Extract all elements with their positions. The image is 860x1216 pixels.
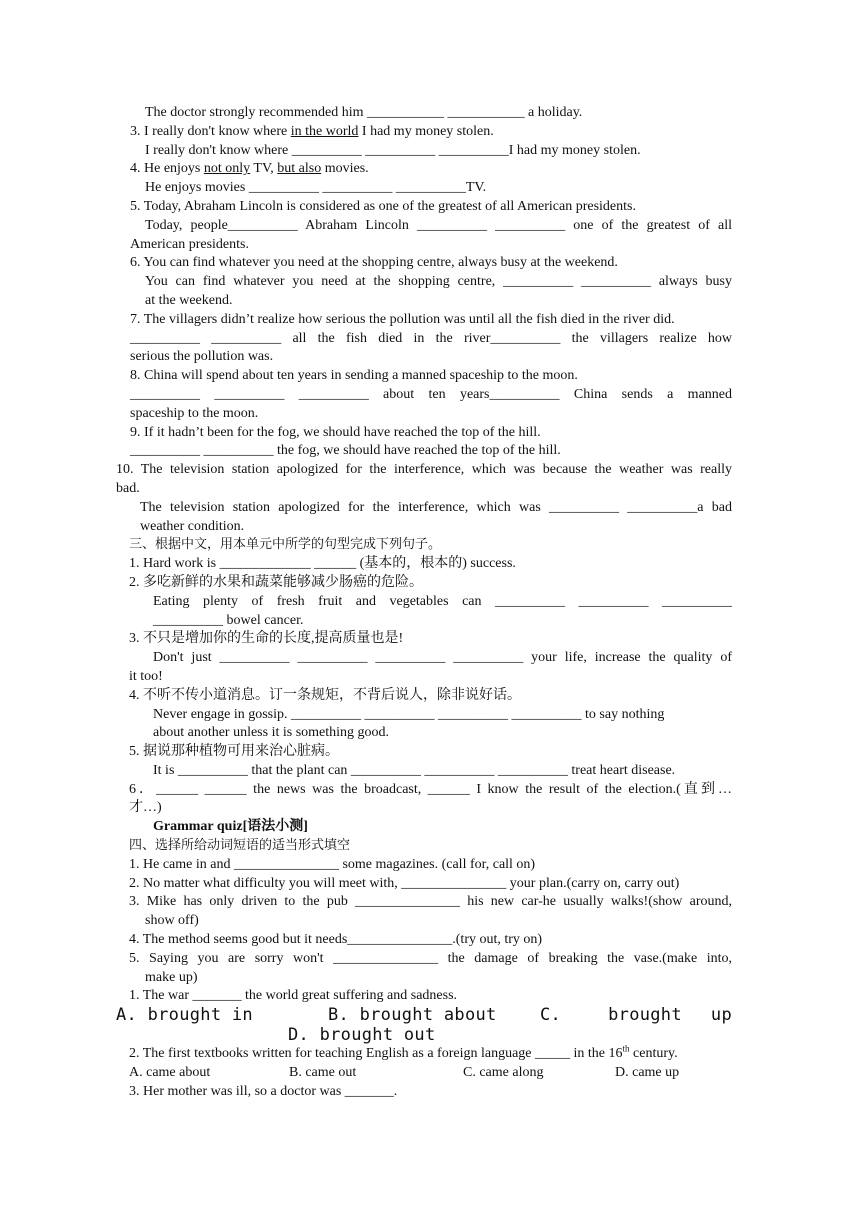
text-line: weather condition. <box>140 518 245 534</box>
q2-stem <box>116 1045 732 1064</box>
text-line: spaceship to the moon. <box>130 405 259 421</box>
underlined-phrase: in the world <box>290 123 359 139</box>
exercise-lines <box>116 104 732 818</box>
underlined-phrase: but also <box>277 161 322 177</box>
q1-option-c-word2: up <box>710 1005 732 1026</box>
q3-stem: 3. Her mother was ill, so a doctor was _______. <box>129 1083 398 1099</box>
q1-option-a: A. brought in <box>116 1005 253 1026</box>
q2-option-c: C. came along <box>463 1065 544 1081</box>
line-text: TV, <box>250 161 278 177</box>
text-line: 3. Mike has only driven to the pub _______________ his new car-he usually walks!(show around, <box>129 894 732 910</box>
line-text: 4. He enjoys <box>130 161 204 177</box>
text-line: 4. The method seems good but it needs_______________.(try out, try on) <box>129 932 543 948</box>
text-line: serious the pollution was. <box>130 349 274 365</box>
text-line <box>116 123 732 142</box>
q2-superscript: th <box>622 1043 630 1054</box>
text-line: Eating plenty of fresh fruit and vegetables can __________ __________ __________ <box>153 593 732 609</box>
text-line: 才…) <box>129 800 162 816</box>
line-text: 3. I really don't know where <box>130 123 291 139</box>
text-line: make up) <box>145 969 198 985</box>
text-line: 5. Saying you are sorry won't _______________ the damage of breaking the vase.(make into, <box>129 950 732 966</box>
text-line: it too! <box>129 668 163 684</box>
text-line: 4. 不听不传小道消息。订一条规矩，不背后说人，除非说好话。 <box>129 687 521 703</box>
text-line: 6. You can find whatever you need at the shopping centre, always busy at the weekend. <box>130 255 618 271</box>
text-line: You can find whatever you need at the shopping centre, __________ __________ always busy <box>145 274 732 290</box>
text-line: 三、根据中文，用本单元中所学的句型完成下列句子。 <box>129 537 442 553</box>
text-line: It is __________ that the plant can __________ __________ __________ treat heart disease. <box>153 762 676 778</box>
underlined-phrase: not only <box>203 161 251 177</box>
text-line: Don't just __________ __________ __________ __________ your life, increase the quality of <box>153 650 732 666</box>
text-line: 8. China will spend about ten years in sending a manned spaceship to the moon. <box>130 368 578 384</box>
q1-option-b: B. brought about <box>328 1005 497 1026</box>
q2-text: 2. The first textbooks written for teaching English as a foreign language _____ in the 16 <box>129 1046 623 1062</box>
text-line: 1. The war _______ the world great suffering and sadness. <box>129 988 458 1004</box>
text-line: at the weekend. <box>145 292 233 308</box>
text-line: 5. 据说那种植物可用来治心脏病。 <box>129 744 339 760</box>
text-line: 2. 多吃新鲜的水果和蔬菜能够减少肠癌的危险。 <box>129 574 423 590</box>
q2-option-b: B. came out <box>289 1065 357 1081</box>
text-line: bad. <box>116 480 140 496</box>
line-text: movies. <box>321 161 369 177</box>
text-line: 2. No matter what difficulty you will meet with, _______________ your plan.(carry on, carry out) <box>129 875 680 891</box>
text-line: 7. The villagers didn’t realize how serious the pollution was until all the fish died in the river did. <box>130 311 675 327</box>
text-line: about another unless it is something good. <box>153 725 390 741</box>
quiz-title: Grammar quiz[语法小测] <box>153 819 308 835</box>
text-line: __________ __________ the fog, we should have reached the top of the hill. <box>130 443 561 459</box>
text-line: He enjoys movies __________ __________ __________TV. <box>145 180 487 196</box>
text-line: 6．______ ______ the news was the broadcast, ______ I know the result of the election.(直到… <box>129 781 732 797</box>
document-page <box>116 104 732 1102</box>
q1-option-d: D. brought out <box>288 1024 436 1045</box>
text-line: 5. Today, Abraham Lincoln is considered as one of the greatest of all American presidents. <box>130 198 636 214</box>
text-line: __________ __________ __________ about ten years__________ China sends a manned <box>130 386 732 402</box>
text-line: 9. If it hadn’t been for the fog, we should have reached the top of the hill. <box>130 424 541 440</box>
q1-options <box>116 1006 732 1045</box>
text-line: The doctor strongly recommended him ___________ ___________ a holiday. <box>145 105 583 120</box>
text-line: 1. He came in and _______________ some magazines. (call for, call on) <box>129 856 536 872</box>
text-line: __________ __________ all the fish died in the river__________ the villagers realize how <box>130 330 732 346</box>
text-line: I really don't know where __________ __________ __________I had my money stolen. <box>145 142 641 158</box>
text-line: 3. 不只是增加你的生命的长度,提高质量也是! <box>129 631 404 647</box>
q2-options <box>116 1064 732 1083</box>
line-text: I had my money stolen. <box>358 123 494 139</box>
text-line: American presidents. <box>130 236 249 252</box>
q2-text-end: century. <box>629 1046 678 1062</box>
q2-option-d: D. came up <box>615 1065 680 1081</box>
q1-option-c-word: brought <box>608 1005 682 1026</box>
text-line: __________ bowel cancer. <box>153 612 304 628</box>
q1-option-c: C. <box>540 1005 562 1026</box>
text-line: Never engage in gossip. __________ __________ __________ __________ to say nothing <box>153 706 665 722</box>
text-line: 10. The television station apologized for the interference, which was because the weather was really <box>116 462 732 478</box>
quiz-lines <box>116 856 732 1006</box>
text-line: 1. Hard work is _____________ ______ (基本的，根本的) success. <box>129 556 516 572</box>
text-line <box>116 160 732 179</box>
text-line: Today, people__________ Abraham Lincoln __________ __________ one of the greatest of all <box>145 217 732 233</box>
text-line: show off) <box>145 913 199 929</box>
text-line: The television station apologized for the interference, which was __________ __________a bad <box>140 499 732 515</box>
section-4-title: 四、选择所给动词短语的适当形式填空 <box>129 838 351 854</box>
q2-option-a: A. came about <box>129 1065 211 1081</box>
